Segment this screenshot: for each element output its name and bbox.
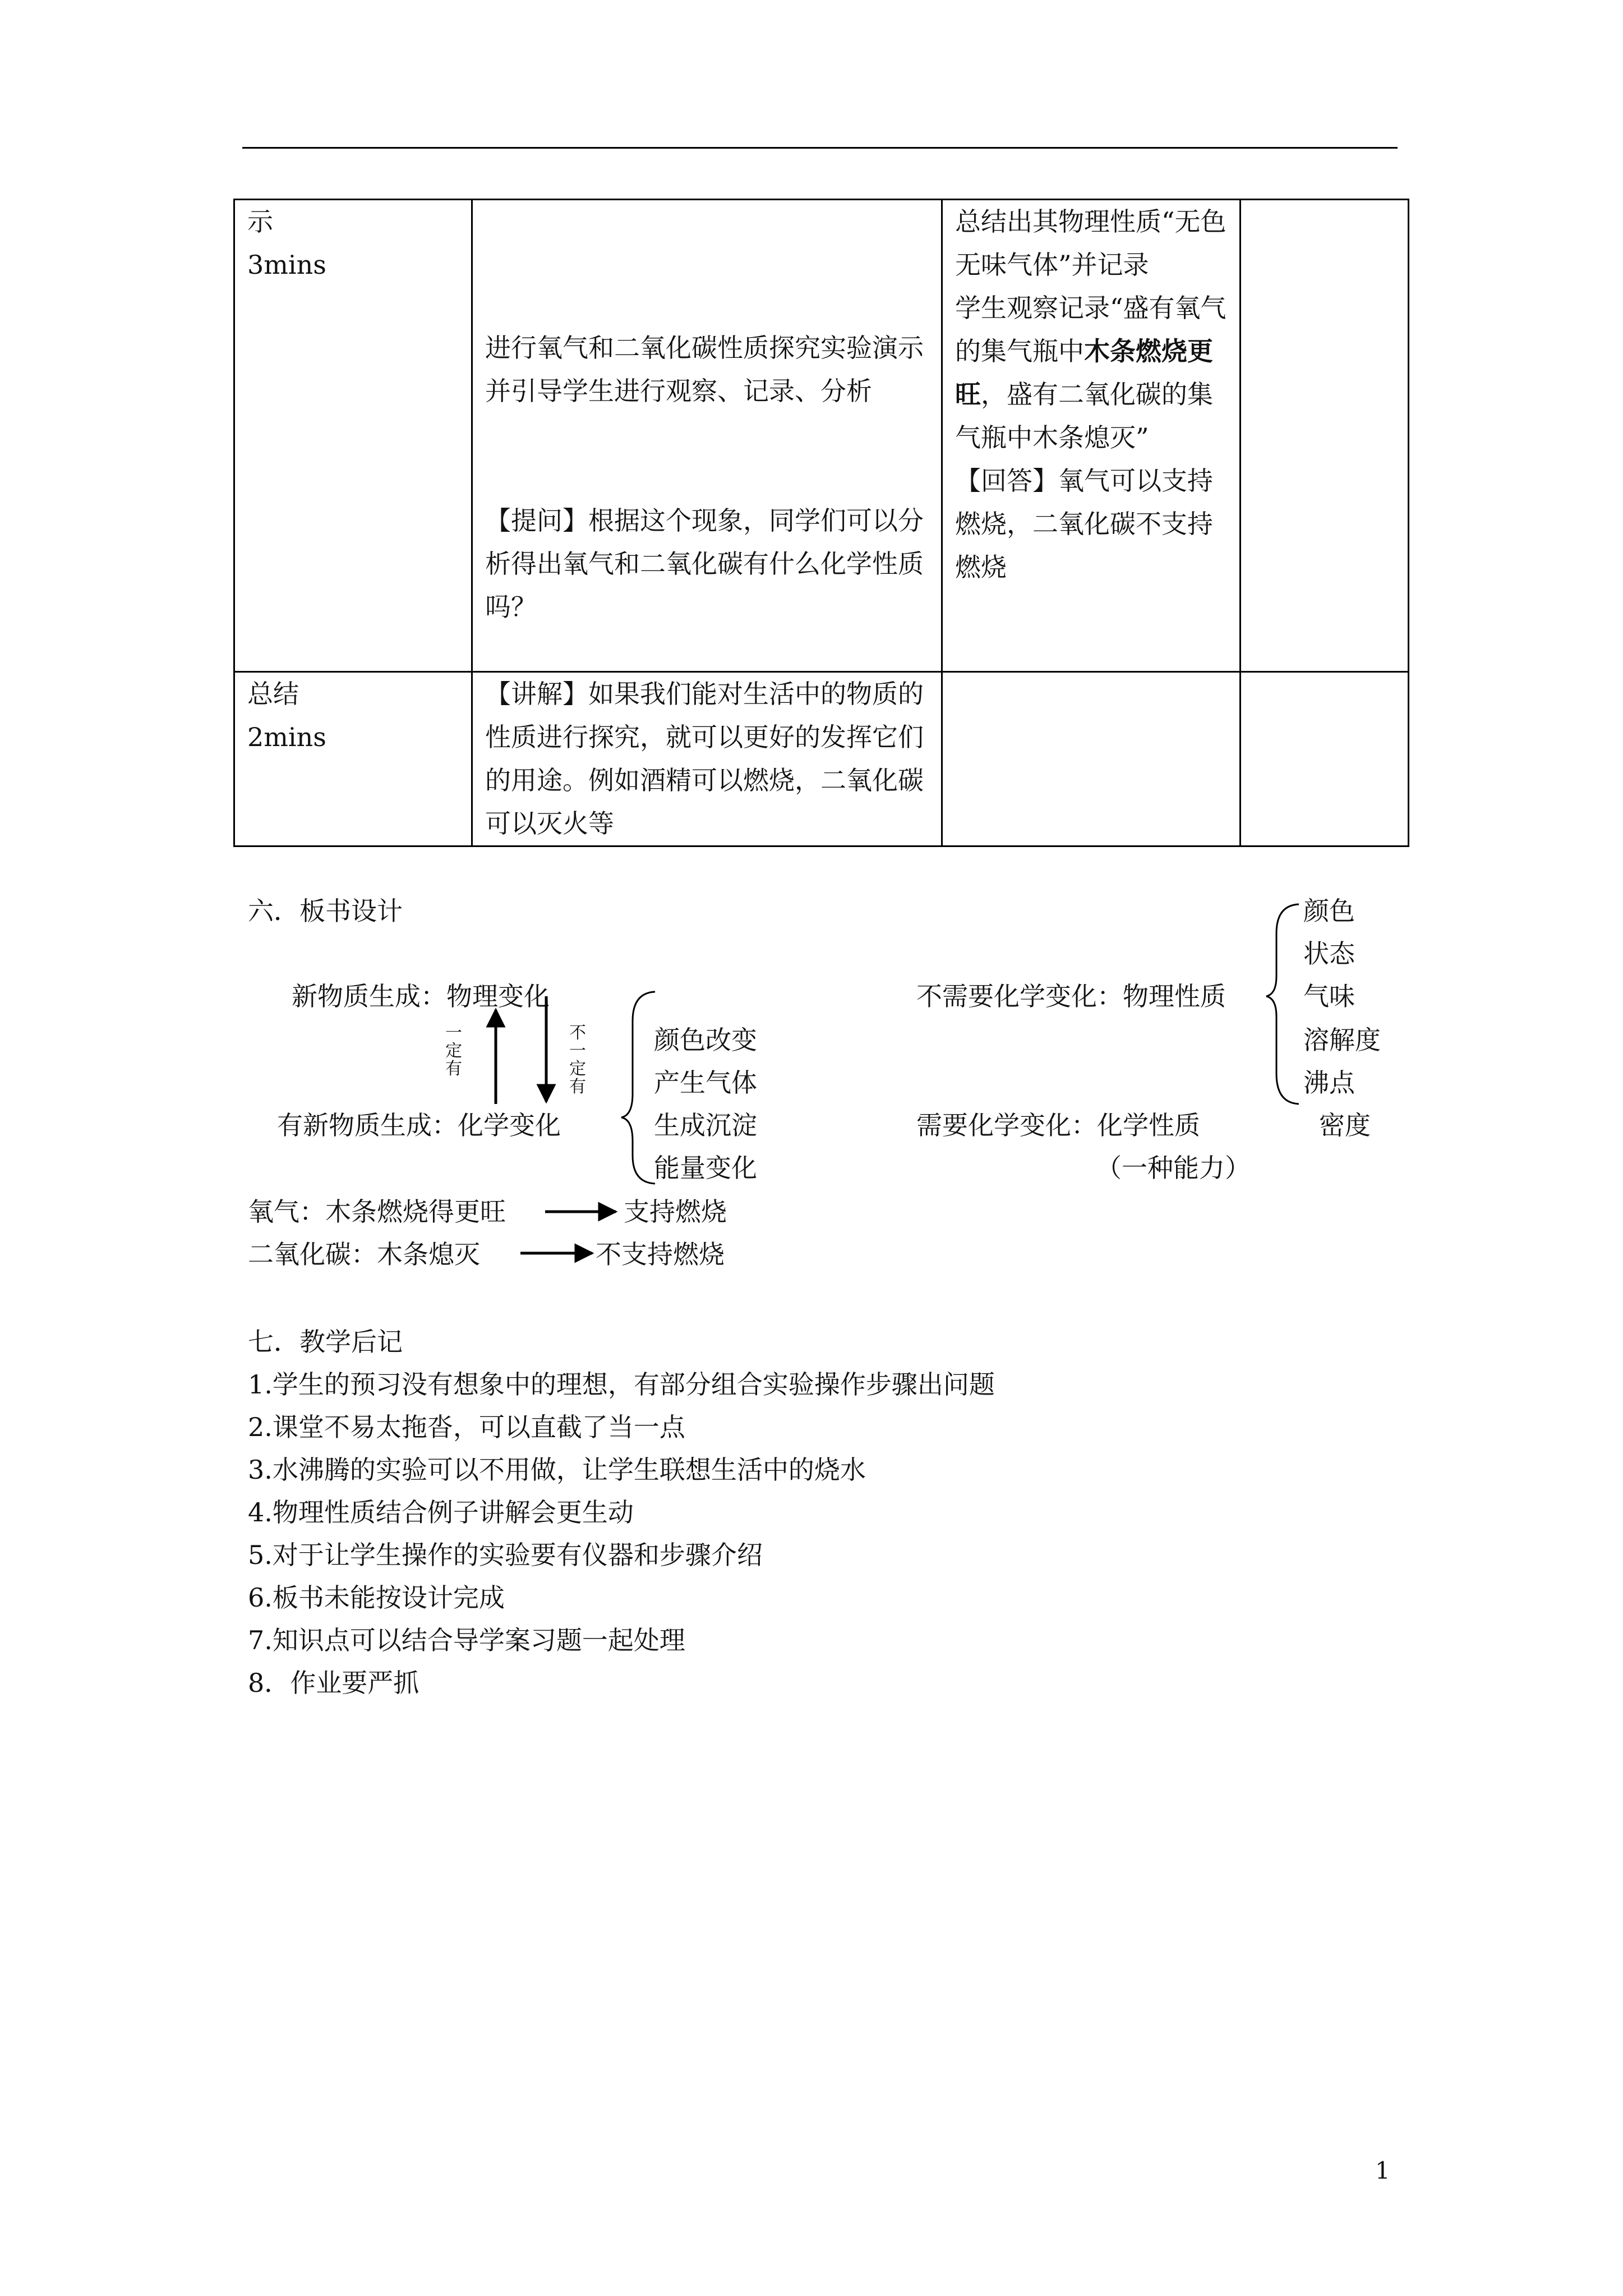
teacher-question-text: 【提问】根据这个现象，同学们可以分析得出氧气和二氧化碳有什么化学性质吗？ [485,505,924,622]
afterword-item: 7.知识点可以结合导学案习题一起处理 [248,1625,685,1655]
property-item: 气味 [1303,981,1355,1011]
student-answer-text: 【回答】氧气可以支持燃烧，二氧化碳不支持燃烧 [955,466,1213,582]
afterword-item: 8．作业要严抓 [248,1668,419,1698]
stage-name: 总结 [247,679,299,709]
property-item: 沸点 [1303,1068,1355,1098]
phenomenon-item: 颜色改变 [654,1025,757,1055]
chemical-change-label: 有新物质生成：化学变化 [277,1110,561,1140]
student-observation-text: 学生观察记录“盛有氧气的集气瓶中木条燃烧更旺，盛有二氧化碳的集气瓶中木条熄灭” [955,293,1227,453]
property-item: 密度 [1319,1110,1371,1140]
teacher-explanation-text: 【讲解】如果我们能对生活中的物质的性质进行探究，就可以更好的发挥它们的用途。例如酒精可以燃烧，二氧化碳可以灭火等 [472,672,942,846]
afterword-item: 3.水沸腾的实验可以不用做，让学生联想生活中的烧水 [248,1455,866,1485]
oxygen-result: 支持燃烧 [624,1197,727,1227]
physical-change-label: 新物质生成：物理变化 [292,981,550,1011]
afterword-item: 4.物理性质结合例子讲解会更生动 [248,1497,634,1527]
co2-result: 不支持燃烧 [596,1239,725,1269]
property-item: 颜色 [1303,896,1355,926]
chemical-property-label: 需要化学变化：化学性质 [916,1110,1200,1140]
stage-name: 示 [247,206,273,237]
afterword-item: 6.板书未能按设计完成 [248,1582,505,1613]
teacher-demo-text: 进行氧气和二氧化碳性质探究实验演示并引导学生进行观察、记录、分析 [485,333,924,406]
phenomenon-item: 生成沉淀 [654,1110,757,1140]
bold-phrase: 木条燃烧更旺 [955,336,1213,409]
afterword-heading: 七．教学后记 [248,1327,403,1357]
oxygen-observation: 氧气：木条燃烧得更旺 [248,1197,506,1227]
property-item: 状态 [1303,938,1355,969]
physical-property-label: 不需要化学变化：物理性质 [916,981,1226,1011]
down-arrow-label: 不一定有 [569,1023,586,1097]
up-arrow-label: 一定有 [445,1023,462,1079]
stage-duration: 2mins [247,722,326,752]
property-item: 溶解度 [1303,1025,1381,1055]
ability-label: （一种能力） [1096,1153,1251,1183]
student-summary-text: 总结出其物理性质“无色无味气体”并记录 [955,206,1227,280]
phenomenon-item: 产生气体 [654,1068,757,1098]
co2-observation: 二氧化碳：木条熄灭 [248,1239,480,1269]
phenomena-brace [621,992,655,1184]
page-number: 1 [1375,2157,1390,2184]
properties-brace [1266,904,1299,1104]
afterword-item: 5.对于让学生操作的实验要有仪器和步骤介绍 [248,1540,763,1570]
board-heading: 六．板书设计 [248,896,403,926]
stage-duration: 3mins [247,250,326,280]
phenomenon-item: 能量变化 [654,1153,757,1183]
afterword-item: 1.学生的预习没有想象中的理想，有部分组合实验操作步骤出问题 [248,1369,995,1400]
afterword-item: 2.课堂不易太拖沓，可以直截了当一点 [248,1412,685,1442]
